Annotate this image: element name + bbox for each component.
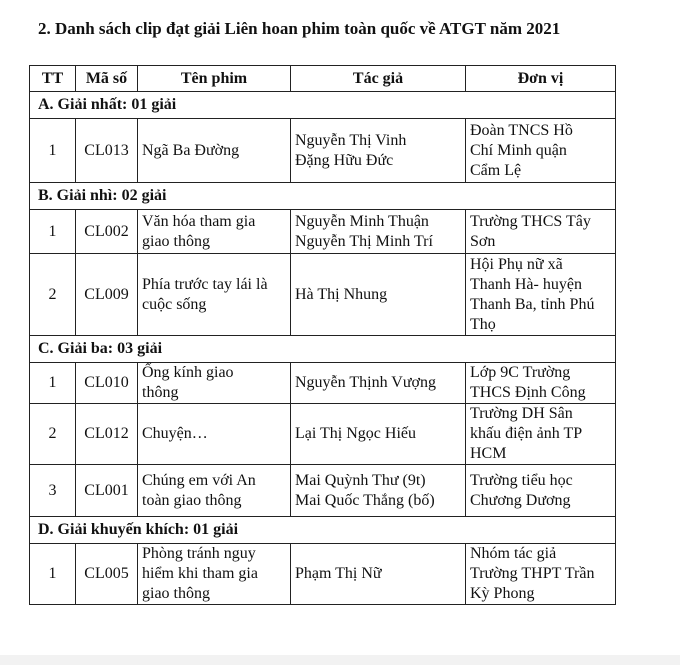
cell-code: CL009 [76, 254, 138, 336]
cell-code: CL013 [76, 119, 138, 183]
cell-author: Nguyễn Thị Vinh Đặng Hữu Đức [291, 119, 466, 183]
cell-tt: 1 [30, 544, 76, 605]
cell-unit: Trường THCS Tây Sơn [466, 210, 616, 254]
column-header-tt: TT [30, 66, 76, 92]
cell-author: Lại Thị Ngọc Hiếu [291, 404, 466, 465]
cell-unit: Đoàn TNCS Hồ Chí Minh quận Cẩm Lệ [466, 119, 616, 183]
section-row [30, 517, 616, 544]
table-row [30, 465, 616, 517]
cell-tt: 1 [30, 210, 76, 254]
cell-unit: Trường tiểu học Chương Dương [466, 465, 616, 517]
section-title: A. Giải nhất: 01 giải [30, 92, 616, 119]
cell-tt: 2 [30, 404, 76, 465]
table-body [30, 92, 616, 605]
cell-film: Chuyện… [138, 404, 291, 465]
table-row [30, 363, 616, 404]
table-row [30, 404, 616, 465]
cell-film: Ống kính giao thông [138, 363, 291, 404]
cell-author: Nguyễn Thịnh Vượng [291, 363, 466, 404]
cell-film: Văn hóa tham gia giao thông [138, 210, 291, 254]
cell-film: Chúng em với An toàn giao thông [138, 465, 291, 517]
cell-code: CL002 [76, 210, 138, 254]
cell-film: Ngã Ba Đường [138, 119, 291, 183]
column-header-author: Tác giả [291, 66, 466, 92]
column-header-unit: Đơn vị [466, 66, 616, 92]
cell-film: Phía trước tay lái là cuộc sống [138, 254, 291, 336]
cell-tt: 1 [30, 363, 76, 404]
cell-unit: Nhóm tác giả Trường THPT Trần Kỳ Phong [466, 544, 616, 605]
cell-unit: Trường DH Sân khấu điện ảnh TP HCM [466, 404, 616, 465]
section-row [30, 336, 616, 363]
cell-film: Phòng tránh nguy hiểm khi tham gia giao thông [138, 544, 291, 605]
cell-code: CL012 [76, 404, 138, 465]
awards-table [29, 65, 616, 605]
table-row [30, 254, 616, 336]
cell-tt: 2 [30, 254, 76, 336]
cell-author: Mai Quỳnh Thư (9t) Mai Quốc Thắng (bố) [291, 465, 466, 517]
cell-author: Phạm Thị Nữ [291, 544, 466, 605]
cell-unit: Lớp 9C Trường THCS Định Công [466, 363, 616, 404]
section-row [30, 92, 616, 119]
cell-code: CL005 [76, 544, 138, 605]
cell-author: Hà Thị Nhung [291, 254, 466, 336]
document-heading: 2. Danh sách clip đạt giải Liên hoan phim toàn quốc về ATGT năm 2021 [38, 19, 561, 38]
section-title: D. Giải khuyến khích: 01 giải [30, 517, 616, 544]
cell-tt: 3 [30, 465, 76, 517]
cell-author: Nguyễn Minh Thuận Nguyễn Thị Minh Trí [291, 210, 466, 254]
cell-code: CL001 [76, 465, 138, 517]
section-title: C. Giải ba: 03 giải [30, 336, 616, 363]
section-title: B. Giải nhì: 02 giải [30, 183, 616, 210]
table-row [30, 544, 616, 605]
table-row [30, 210, 616, 254]
cell-code: CL010 [76, 363, 138, 404]
section-row [30, 183, 616, 210]
column-header-film: Tên phim [138, 66, 291, 92]
cell-tt: 1 [30, 119, 76, 183]
page-bottom-edge [0, 655, 680, 665]
column-header-code: Mã số [76, 66, 138, 92]
table-header-row [30, 66, 616, 92]
table-row [30, 119, 616, 183]
cell-unit: Hội Phụ nữ xã Thanh Hà- huyện Thanh Ba, tỉnh Phú Thọ [466, 254, 616, 336]
